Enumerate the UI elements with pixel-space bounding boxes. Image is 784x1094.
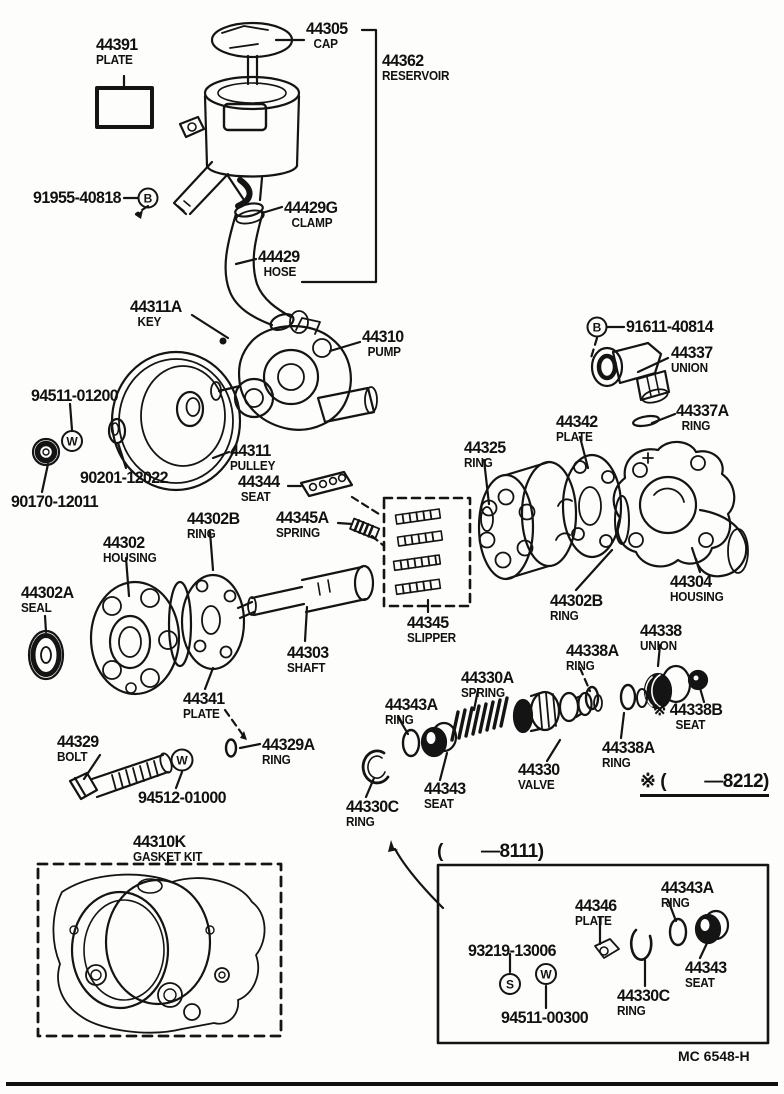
seat-44338b xyxy=(689,671,707,689)
plate-44391 xyxy=(97,88,152,127)
slipper-kit-44345 xyxy=(384,498,470,606)
leader-lines-dashed xyxy=(136,206,597,738)
label-44429-hose: 44429 HOSE xyxy=(258,247,300,279)
label-44329-bolt: 44329 BOLT xyxy=(57,732,99,764)
rotor-44325 xyxy=(479,462,576,579)
label-44338a-ring-bot: 44338A RING xyxy=(602,738,655,770)
spring-44345a xyxy=(350,519,379,539)
label-91955-40818: 91955-40818 xyxy=(33,188,121,207)
label-44304-housing: 44304 HOUSING xyxy=(670,572,724,604)
label-44330c-ring-box: 44330C RING xyxy=(617,986,670,1018)
union-44337 xyxy=(592,343,669,405)
label-44343-seat-mid: 44343 SEAT xyxy=(424,779,466,811)
label-44337-union: 44337 UNION xyxy=(671,343,713,375)
washer-symbol-icon: W xyxy=(66,434,78,449)
label-44338-union: 44338 UNION xyxy=(640,621,682,653)
label-44344-seat: 44344 SEAT xyxy=(238,472,280,504)
plate-44342 xyxy=(563,455,621,557)
washer-symbol-icon: W xyxy=(540,967,552,982)
label-44310-pump: 44310 PUMP xyxy=(362,327,404,359)
ring-44343a-mid xyxy=(403,730,419,756)
ring-44330c-mid xyxy=(363,751,388,783)
label-91611-40814: 91611-40814 xyxy=(626,317,714,336)
label-44305-cap: 44305 CAP xyxy=(306,19,348,51)
label-44330c-ring-mid: 44330C RING xyxy=(346,797,399,829)
nut-90170 xyxy=(33,439,59,465)
bolt-symbol-icon: B xyxy=(143,191,153,206)
note-applicability-8111: ( —8111) xyxy=(437,841,544,862)
spring-44330a xyxy=(452,698,507,740)
shaft-44303 xyxy=(238,566,373,618)
label-94512-01000: 94512-01000 xyxy=(138,788,226,807)
label-44337a-ring: 44337A RING xyxy=(676,401,729,433)
washer-90201 xyxy=(109,419,125,443)
washer-symbol-icon: W xyxy=(176,753,188,768)
label-44302b-ring-right: 44302B RING xyxy=(550,591,603,623)
label-44342-plate: 44342 PLATE xyxy=(556,412,598,444)
label-44330a-spring: 44330A SPRING xyxy=(461,668,514,700)
note-applicability-8212: ※ ( —8212) xyxy=(640,770,769,797)
label-44302-housing: 44302 HOUSING xyxy=(103,533,157,565)
label-44346-plate: 44346 PLATE xyxy=(575,896,617,928)
ring-44338a-2 xyxy=(621,685,635,709)
label-44329a-ring: 44329A RING xyxy=(262,735,315,767)
label-94511-00300: 94511-00300 xyxy=(501,1008,589,1027)
label-44343a-ring-mid: 44343A RING xyxy=(385,695,438,727)
label-44345a-spring: 44345A SPRING xyxy=(276,508,329,540)
gasket-kit-44310k xyxy=(38,864,281,1036)
label-44310k-gasket-kit: 44310K GASKET KIT xyxy=(133,832,203,864)
figure-code: MC 6548-H xyxy=(678,1048,750,1064)
label-44341-plate: 44341 PLATE xyxy=(183,689,225,721)
label-44343a-ring-box: 44343A RING xyxy=(661,878,714,910)
label-44311a-key: 44311A KEY xyxy=(130,297,182,329)
label-44343-seat-box: 44343 SEAT xyxy=(685,958,727,990)
housing-44302 xyxy=(91,582,179,694)
label-44330-valve: 44330 VALVE xyxy=(518,760,560,792)
ring-44329a xyxy=(226,740,236,757)
label-44302a-seal: 44302A SEAL xyxy=(21,583,74,615)
label-44338a-ring-top: 44338A RING xyxy=(566,641,619,673)
label-44429g-clamp: 44429G CLAMP xyxy=(284,198,338,230)
screw-symbol-icon: S xyxy=(505,977,515,992)
pump-44310 xyxy=(211,318,377,430)
label-44302b-ring-left: 44302B RING xyxy=(187,509,240,541)
page-bottom-rule xyxy=(6,1082,778,1086)
label-44391-plate: 44391 PLATE xyxy=(96,35,138,67)
reservoir-cap xyxy=(212,23,292,84)
label-90170-12011: 90170-12011 xyxy=(11,492,99,511)
label-93219-13006: 93219-13006 xyxy=(468,941,556,960)
label-90201-12022: 90201-12022 xyxy=(80,468,168,487)
label-44345-slipper: 44345 SLIPPER xyxy=(407,613,456,645)
reservoir-body xyxy=(97,77,299,214)
seal-44302a xyxy=(29,631,63,679)
label-44303-shaft: 44303 SHAFT xyxy=(287,643,329,675)
label-44338b-seat: ※ 44338B SEAT xyxy=(653,700,723,732)
bolt-symbol-icon: B xyxy=(592,320,602,335)
seat-44344 xyxy=(301,472,352,496)
housing-44304 xyxy=(614,442,748,576)
label-44311-pulley: 44311 PULLEY xyxy=(230,441,276,473)
valve-44330 xyxy=(514,692,602,732)
label-44325-ring: 44325 RING xyxy=(464,438,506,470)
label-94511-01200: 94511-01200 xyxy=(31,386,119,405)
label-44362-reservoir: 44362 RESERVOIR xyxy=(382,51,450,83)
